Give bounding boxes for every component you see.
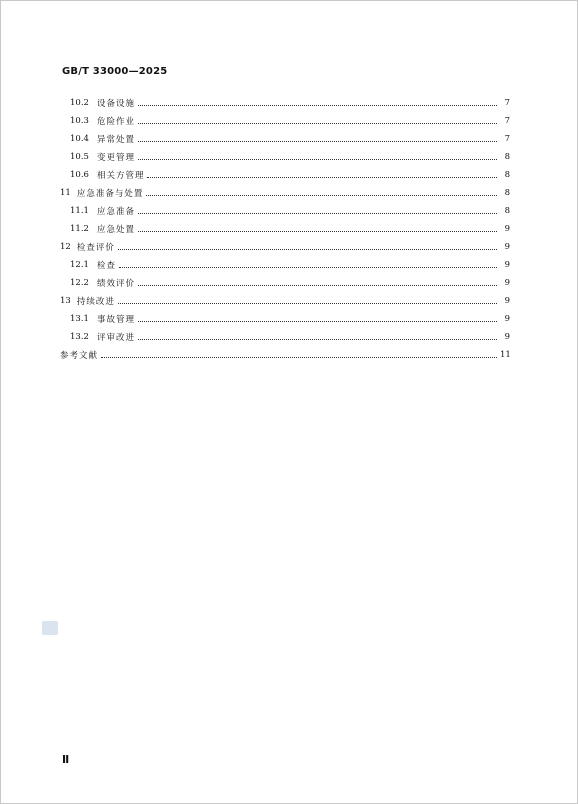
toc-entry-title: 相关方管理 [96, 171, 145, 181]
toc-entry-number: 13 [60, 296, 71, 306]
toc-entry-number: 12 [60, 242, 71, 252]
toc-dot-leader [138, 140, 497, 142]
toc-entry-page: 8 [504, 170, 510, 180]
toc-entry[interactable] [60, 346, 510, 364]
toc-entry-number: 10.5 [70, 152, 89, 162]
toc-dot-leader [138, 230, 497, 232]
table-of-contents [60, 94, 510, 364]
toc-entry-page: 9 [504, 224, 510, 234]
toc-entry-number: 10.2 [70, 98, 89, 108]
toc-entry-page: 7 [504, 116, 510, 126]
standard-code-header: GB/T 33000—2025 [62, 66, 168, 77]
toc-entry-page: 8 [504, 188, 510, 198]
page-number: Ⅱ [62, 753, 70, 766]
toc-entry-page: 9 [504, 314, 510, 324]
toc-entry[interactable] [60, 238, 510, 256]
toc-entry-page: 9 [504, 278, 510, 288]
toc-entry-number: 10.4 [70, 134, 89, 144]
toc-dot-leader [147, 176, 497, 178]
toc-entry-number: 12.1 [70, 260, 89, 270]
toc-entry[interactable] [60, 202, 510, 220]
toc-dot-leader [138, 212, 497, 214]
toc-entry[interactable] [60, 130, 510, 148]
toc-dot-leader [138, 104, 497, 106]
toc-entry[interactable] [60, 184, 510, 202]
toc-entry[interactable] [60, 274, 510, 292]
toc-entry-title: 检查评价 [76, 243, 115, 253]
toc-entry[interactable] [60, 112, 510, 130]
toc-dot-leader [138, 158, 497, 160]
toc-entry-page: 8 [504, 206, 510, 216]
toc-entry-number: 10.6 [70, 170, 89, 180]
toc-dot-leader [138, 122, 497, 124]
toc-entry-title: 应急准备与处置 [76, 189, 144, 199]
watermark-icon [42, 621, 58, 635]
toc-entry-title: 应急处置 [96, 225, 135, 235]
toc-entry[interactable] [60, 148, 510, 166]
toc-dot-leader [138, 338, 497, 340]
toc-entry-page: 9 [504, 260, 510, 270]
toc-entry[interactable] [60, 94, 510, 112]
toc-entry-title: 变更管理 [96, 153, 135, 163]
toc-entry[interactable] [60, 310, 510, 328]
toc-entry-page: 9 [504, 332, 510, 342]
toc-entry[interactable] [60, 220, 510, 238]
toc-entry-title: 设备设施 [96, 99, 135, 109]
toc-entry-page: 9 [504, 296, 510, 306]
toc-entry-number: 11.2 [70, 224, 89, 234]
toc-entry-title: 评审改进 [96, 333, 135, 343]
toc-dot-leader [119, 266, 497, 268]
toc-entry-title: 检查 [96, 261, 116, 271]
toc-entry-title: 异常处置 [96, 135, 135, 145]
toc-entry-number: 11.1 [70, 206, 89, 216]
toc-entry[interactable] [60, 166, 510, 184]
toc-entry-page: 8 [504, 152, 510, 162]
toc-dot-leader [146, 194, 497, 196]
toc-entry-number: 10.3 [70, 116, 89, 126]
toc-dot-leader [118, 248, 497, 250]
toc-entry-title: 参考文献 [60, 351, 99, 361]
toc-entry-number: 13.2 [70, 332, 89, 342]
toc-entry-number: 11 [60, 188, 71, 198]
toc-entry-title: 绩效评价 [96, 279, 135, 289]
toc-entry-page: 11 [500, 350, 511, 360]
toc-entry-title: 危险作业 [96, 117, 135, 127]
toc-entry-page: 7 [504, 98, 510, 108]
toc-dot-leader [101, 356, 497, 358]
toc-entry-page: 9 [504, 242, 510, 252]
toc-entry-page: 7 [504, 134, 510, 144]
toc-entry[interactable] [60, 328, 510, 346]
toc-dot-leader [138, 320, 497, 322]
toc-entry[interactable] [60, 256, 510, 274]
toc-entry-number: 12.2 [70, 278, 89, 288]
toc-entry-title: 持续改进 [76, 297, 115, 307]
toc-entry[interactable] [60, 292, 510, 310]
toc-entry-title: 事故管理 [96, 315, 135, 325]
toc-dot-leader [138, 284, 497, 286]
toc-entry-number: 13.1 [70, 314, 89, 324]
toc-entry-title: 应急准备 [96, 207, 135, 217]
toc-dot-leader [118, 302, 497, 304]
